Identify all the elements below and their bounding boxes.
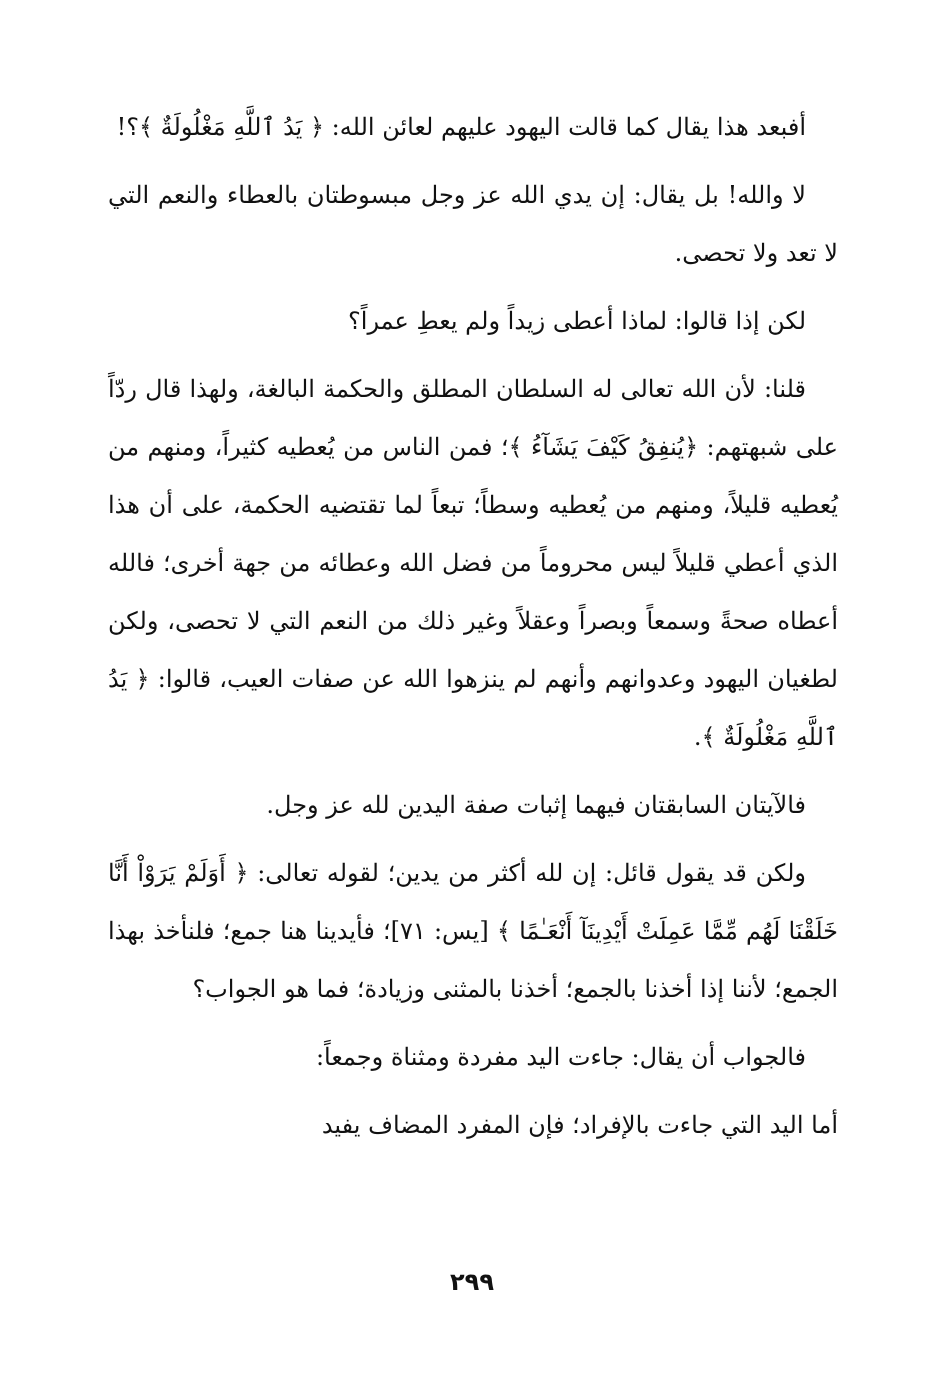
paragraph-8: أما اليد التي جاءت بالإفراد؛ فإن المفرد المضاف يفيد (321, 1111, 838, 1139)
paragraph-4: قلنا: لأن الله تعالى له السلطان المطلق والحكمة البالغة، ولهذا قال ردّاً على شبهتهم: ﴿يُنفِقُ كَيْفَ يَشَآءُ ﴾؛ فمن الناس من يُعطيه كثيراً، ومنهم من يُعطيه قليلاً، ومنهم من يُعطيه وسطاً؛ تبعاً لما تقتضيه الحكمة، على أن هذا الذي أعطي قليلاً ليس محروماً من فضل الله وعطائه من جهة أخرى؛ فالله أعطاه صحةً وسمعاً وبصراً وعقلاً وغير ذلك من النعم التي لا تحصى، ولكن لطغيان اليهود وعدوانهم وأنهم لم ينزهوا الله عن صفات العيب، قالوا: ﴿ يَدُ ٱللَّهِ مَغْلُولَةٌ ﴾. (108, 375, 838, 751)
page-number: ٢٩٩ (450, 1268, 494, 1296)
paragraph-6: ولكن قد يقول قائل: إن لله أكثر من يدين؛ لقوله تعالى: ﴿ أَوَلَمْ يَرَوْاْ أَنَّا خَلَقْنَا لَهُم مِّمَّا عَمِلَتْ أَيْدِينَآ أَنْعَـٰمًا ﴾ [يس: ٧١]؛ فأيدينا هنا جمع؛ فلنأخذ بهذا الجمع؛ لأننا إذا أخذنا بالجمع؛ أخذنا بالمثنى وزيادة؛ فما هو الجواب؟ (108, 859, 839, 1003)
paragraph-3: لكن إذا قالوا: لماذا أعطى زيداً ولم يعطِ عمراً؟ (348, 307, 806, 335)
paragraph-7: فالجواب أن يقال: جاءت اليد مفردة ومثناة وجمعاً: (315, 1043, 806, 1071)
paragraph-1: أفبعد هذا يقال كما قالت اليهود عليهم لعائن الله: ﴿ يَدُ ٱللَّهِ مَغْلُولَةٌ ﴾؟! (116, 113, 806, 141)
paragraph-5: فالآيتان السابقتان فيهما إثبات صفة اليدين لله عز وجل. (266, 791, 806, 819)
page-body (108, 98, 838, 1164)
paragraph-2: لا والله! بل يقال: إن يدي الله عز وجل مبسوطتان بالعطاء والنعم التي لا تعد ولا تحصى. (108, 181, 838, 267)
